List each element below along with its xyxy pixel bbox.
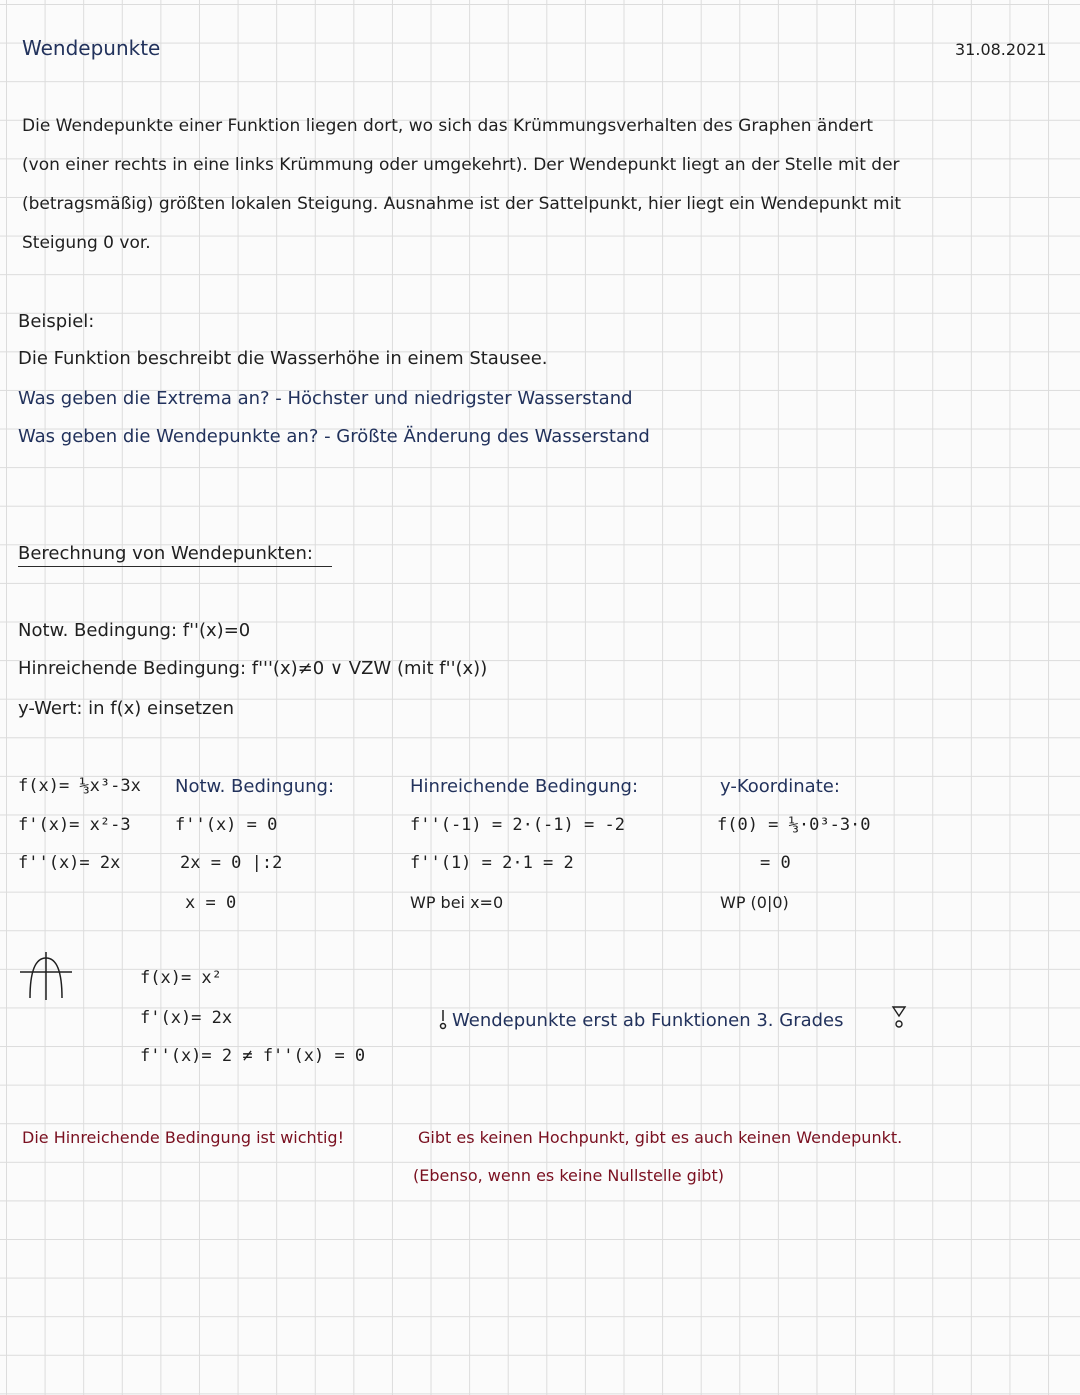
function-f-prime: f'(x)= x²-3 [18,815,131,835]
intro-line-1: Die Wendepunkte einer Funktion liegen dort, wo sich das Krümmungsverhalten des Graphen ändert [22,116,874,136]
step-sufficient-result: WP bei x=0 [410,893,504,912]
footer-note-nullstelle: (Ebenso, wenn es keine Nullstelle gibt) [413,1166,724,1185]
step-y-value: = 0 [760,853,791,873]
note-third-degree: Wendepunkte erst ab Funktionen 3. Grades [452,1010,844,1031]
counter-f: f(x)= x² [140,968,222,988]
step-sufficient-title: Hinreichende Bedingung: [410,776,639,797]
intro-line-4: Steigung 0 vor. [22,233,151,253]
intro-line-3: (betragsmäßig) größten lokalen Steigung. Ausnahme ist der Sattelpunkt, hier liegt ein Wendepunkt mit [22,194,901,214]
step-necessary-result: x = 0 [185,893,237,913]
condition-necessary: Notw. Bedingung: f''(x)=0 [18,620,251,641]
step-sufficient-left: f''(-1) = 2·(-1) = -2 [410,815,625,835]
footer-note-hochpunkt: Gibt es keinen Hochpunkt, gibt es auch keinen Wendepunkt. [418,1128,903,1147]
step-necessary-solve: 2x = 0 |:2 [180,853,283,873]
counter-f-prime: f'(x)= 2x [140,1008,233,1028]
parabola-sketch-icon [16,948,76,1018]
example-question-wendepunkte: Was geben die Wendepunkte an? - Größte Änderung des Wasserstand [18,426,650,447]
example-question-extrema: Was geben die Extrema an? - Höchster und niedrigster Wasserstand [18,388,633,409]
section-heading-berechnung: Berechnung von Wendepunkten: [18,545,332,567]
page-title: Wendepunkte [22,36,161,60]
step-necessary-eq: f''(x) = 0 [175,815,278,835]
step-y-eq: f(0) = ⅓·0³-3·0 [717,815,871,835]
function-f: f(x)= ⅓x³-3x [18,776,141,796]
condition-sufficient: Hinreichende Bedingung: f'''(x)≠0 ∨ VZW (mit f''(x)) [18,658,488,679]
step-necessary-title: Notw. Bedingung: [175,776,335,797]
step-y-result: WP (0|0) [720,893,789,912]
example-line: Die Funktion beschreibt die Wasserhöhe in einem Stausee. [18,348,548,369]
step-y-title: y-Koordinate: [720,776,840,797]
page-date: 31.08.2021 [955,40,1047,59]
example-heading: Beispiel: [18,311,95,332]
function-f-double-prime: f''(x)= 2x [18,853,121,873]
footer-note-important: Die Hinreichende Bedingung ist wichtig! [22,1128,344,1147]
counter-f-double-prime: f''(x)= 2 ≠ f''(x) = 0 [140,1046,366,1066]
warning-icon [890,1004,908,1030]
condition-y-value: y-Wert: in f(x) einsetzen [18,698,234,719]
step-sufficient-right: f''(1) = 2·1 = 2 [410,853,574,873]
warning-icon [436,1008,450,1030]
intro-line-2: (von einer rechts in eine links Krümmung oder umgekehrt). Der Wendepunkt liegt an der Stelle mit der [22,155,900,175]
